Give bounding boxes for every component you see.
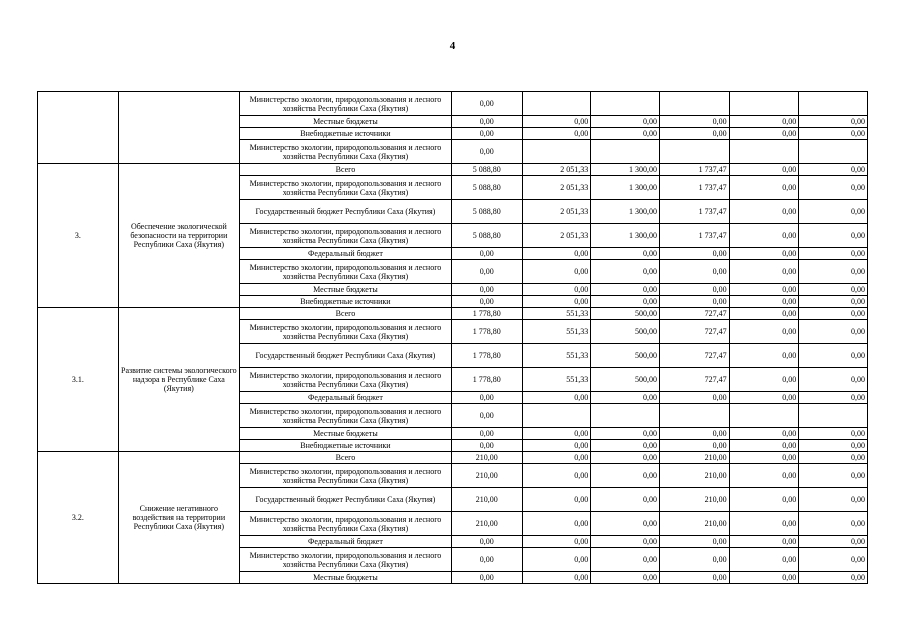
funding-source: Федеральный бюджет [239,248,451,260]
funding-source: Всего [239,452,451,464]
year-value: 0,00 [591,512,660,536]
year-value: 0,00 [591,128,660,140]
funding-source: Министерство экологии, природопользования и лесного хозяйства Республики Саха (Якутия) [239,464,451,488]
year-value: 0,00 [591,428,660,440]
year-value: 0,00 [799,344,868,368]
year-value [659,140,729,164]
funding-source: Государственный бюджет Республики Саха (Якутия) [239,200,451,224]
funding-source: Местные бюджеты [239,572,451,584]
year-value [591,140,660,164]
funding-source: Внебюджетные источники [239,296,451,308]
year-value: 0,00 [799,488,868,512]
year-value: 0,00 [729,176,799,200]
funding-source: Министерство экологии, природопользования и лесного хозяйства Республики Саха (Якутия) [239,92,451,116]
total-value: 0,00 [451,140,522,164]
total-value: 1 778,80 [451,344,522,368]
year-value [522,140,591,164]
total-value: 5 088,80 [451,176,522,200]
item-title: Развитие системы экологического надзора в Республике Саха (Якутия) [118,308,239,452]
total-value: 0,00 [451,404,522,428]
year-value [729,92,799,116]
year-value: 0,00 [799,512,868,536]
year-value: 0,00 [799,440,868,452]
year-value: 210,00 [659,488,729,512]
year-value: 0,00 [729,308,799,320]
year-value [522,404,591,428]
item-number: 3. [38,164,119,308]
year-value [729,140,799,164]
year-value: 0,00 [799,296,868,308]
item-number [38,92,119,164]
total-value: 0,00 [451,296,522,308]
total-value: 1 778,80 [451,308,522,320]
year-value [659,404,729,428]
funding-source: Министерство экологии, природопользования и лесного хозяйства Республики Саха (Якутия) [239,140,451,164]
year-value: 0,00 [522,548,591,572]
year-value: 0,00 [522,296,591,308]
funding-source: Министерство экологии, природопользования и лесного хозяйства Республики Саха (Якутия) [239,404,451,428]
total-value: 0,00 [451,536,522,548]
year-value [522,92,591,116]
year-value: 0,00 [799,428,868,440]
total-value: 0,00 [451,92,522,116]
year-value: 0,00 [729,392,799,404]
year-value: 0,00 [799,284,868,296]
year-value: 0,00 [799,224,868,248]
year-value [729,404,799,428]
year-value: 0,00 [729,440,799,452]
year-value: 0,00 [799,116,868,128]
budget-body [38,92,868,584]
item-title: Снижение негативного воздействия на территории Республики Саха (Якутия) [118,452,239,584]
year-value: 0,00 [659,548,729,572]
year-value: 0,00 [591,392,660,404]
funding-source: Федеральный бюджет [239,392,451,404]
year-value: 0,00 [729,128,799,140]
year-value: 0,00 [659,392,729,404]
year-value: 727,47 [659,308,729,320]
year-value: 1 737,47 [659,200,729,224]
year-value: 0,00 [799,452,868,464]
year-value: 0,00 [729,452,799,464]
year-value: 0,00 [591,536,660,548]
year-value: 0,00 [799,536,868,548]
year-value: 0,00 [659,572,729,584]
budget-table [37,91,868,584]
year-value: 0,00 [522,392,591,404]
total-value: 0,00 [451,392,522,404]
year-value: 0,00 [591,548,660,572]
year-value: 0,00 [522,116,591,128]
year-value: 0,00 [799,368,868,392]
year-value: 0,00 [659,128,729,140]
year-value: 1 737,47 [659,164,729,176]
funding-source: Внебюджетные источники [239,440,451,452]
total-value: 0,00 [451,260,522,284]
year-value: 0,00 [522,428,591,440]
year-value [799,404,868,428]
year-value: 0,00 [659,296,729,308]
year-value: 0,00 [522,512,591,536]
year-value: 0,00 [659,284,729,296]
table-row [38,164,868,176]
year-value: 0,00 [729,284,799,296]
total-value: 1 778,80 [451,368,522,392]
funding-source: Министерство экологии, природопользования и лесного хозяйства Республики Саха (Якутия) [239,512,451,536]
year-value: 0,00 [729,224,799,248]
year-value: 0,00 [799,260,868,284]
funding-source: Внебюджетные источники [239,128,451,140]
total-value: 210,00 [451,464,522,488]
year-value: 0,00 [591,572,660,584]
year-value: 0,00 [729,260,799,284]
year-value: 2 051,33 [522,164,591,176]
total-value: 0,00 [451,428,522,440]
year-value: 0,00 [729,344,799,368]
year-value: 1 737,47 [659,176,729,200]
funding-source: Местные бюджеты [239,284,451,296]
year-value: 0,00 [591,284,660,296]
funding-source: Министерство экологии, природопользования и лесного хозяйства Республики Саха (Якутия) [239,260,451,284]
funding-source: Министерство экологии, природопользования и лесного хозяйства Республики Саха (Якутия) [239,176,451,200]
year-value: 0,00 [591,260,660,284]
item-title [118,92,239,164]
year-value: 0,00 [522,440,591,452]
year-value: 2 051,33 [522,200,591,224]
year-value: 0,00 [799,176,868,200]
year-value: 0,00 [729,548,799,572]
funding-source: Министерство экологии, природопользования и лесного хозяйства Республики Саха (Якутия) [239,320,451,344]
year-value: 0,00 [729,572,799,584]
year-value: 0,00 [799,308,868,320]
year-value: 0,00 [522,464,591,488]
year-value: 0,00 [591,488,660,512]
year-value: 0,00 [591,296,660,308]
year-value: 0,00 [659,536,729,548]
year-value: 0,00 [659,116,729,128]
year-value: 0,00 [659,248,729,260]
year-value: 0,00 [799,200,868,224]
total-value: 0,00 [451,572,522,584]
year-value [591,404,660,428]
year-value: 0,00 [799,320,868,344]
table-row [38,92,868,116]
table-row [38,452,868,464]
funding-source: Государственный бюджет Республики Саха (Якутия) [239,344,451,368]
funding-source: Всего [239,308,451,320]
year-value: 0,00 [729,320,799,344]
item-title: Обеспечение экологической безопасности на территории Республики Саха (Якутия) [118,164,239,308]
year-value: 0,00 [729,536,799,548]
year-value: 0,00 [729,488,799,512]
item-number: 3.2. [38,452,119,584]
year-value: 0,00 [522,248,591,260]
funding-source: Министерство экологии, природопользования и лесного хозяйства Республики Саха (Якутия) [239,368,451,392]
year-value: 0,00 [591,440,660,452]
year-value [659,92,729,116]
year-value: 0,00 [799,548,868,572]
year-value: 727,47 [659,344,729,368]
year-value: 0,00 [729,512,799,536]
year-value: 0,00 [799,572,868,584]
year-value: 0,00 [799,128,868,140]
table-row [38,308,868,320]
year-value: 0,00 [729,464,799,488]
year-value: 0,00 [522,488,591,512]
year-value: 0,00 [729,248,799,260]
year-value: 0,00 [729,296,799,308]
year-value: 0,00 [729,428,799,440]
funding-source: Министерство экологии, природопользования и лесного хозяйства Республики Саха (Якутия) [239,224,451,248]
year-value: 1 737,47 [659,224,729,248]
year-value: 0,00 [522,260,591,284]
year-value: 0,00 [591,116,660,128]
year-value: 210,00 [659,464,729,488]
total-value: 0,00 [451,440,522,452]
year-value [799,140,868,164]
total-value: 210,00 [451,488,522,512]
year-value: 727,47 [659,320,729,344]
year-value: 1 300,00 [591,224,660,248]
year-value: 500,00 [591,320,660,344]
total-value: 210,00 [451,452,522,464]
year-value: 0,00 [522,452,591,464]
year-value: 551,33 [522,368,591,392]
funding-source: Федеральный бюджет [239,536,451,548]
year-value: 0,00 [522,572,591,584]
year-value: 0,00 [522,536,591,548]
year-value: 0,00 [522,128,591,140]
year-value: 727,47 [659,368,729,392]
year-value: 0,00 [799,464,868,488]
total-value: 0,00 [451,248,522,260]
year-value: 551,33 [522,344,591,368]
total-value: 5 088,80 [451,164,522,176]
funding-source: Государственный бюджет Республики Саха (Якутия) [239,488,451,512]
year-value: 0,00 [659,440,729,452]
year-value: 2 051,33 [522,224,591,248]
year-value: 500,00 [591,344,660,368]
year-value [799,92,868,116]
year-value: 0,00 [729,116,799,128]
funding-source: Местные бюджеты [239,116,451,128]
total-value: 0,00 [451,284,522,296]
year-value: 1 300,00 [591,164,660,176]
total-value: 0,00 [451,548,522,572]
year-value: 500,00 [591,308,660,320]
year-value [591,92,660,116]
year-value: 0,00 [591,452,660,464]
year-value: 0,00 [729,368,799,392]
page-number: 4 [449,40,456,52]
year-value: 0,00 [591,248,660,260]
year-value: 0,00 [659,428,729,440]
year-value: 551,33 [522,320,591,344]
year-value: 0,00 [522,284,591,296]
year-value: 0,00 [659,260,729,284]
total-value: 5 088,80 [451,200,522,224]
total-value: 1 778,80 [451,320,522,344]
total-value: 210,00 [451,512,522,536]
item-number: 3.1. [38,308,119,452]
funding-source: Всего [239,164,451,176]
year-value: 0,00 [799,248,868,260]
total-value: 0,00 [451,116,522,128]
year-value: 2 051,33 [522,176,591,200]
year-value: 1 300,00 [591,200,660,224]
funding-source: Местные бюджеты [239,428,451,440]
year-value: 0,00 [799,164,868,176]
year-value: 210,00 [659,452,729,464]
year-value: 210,00 [659,512,729,536]
total-value: 0,00 [451,128,522,140]
year-value: 0,00 [591,464,660,488]
year-value: 0,00 [729,164,799,176]
year-value: 1 300,00 [591,176,660,200]
year-value: 0,00 [729,200,799,224]
total-value: 5 088,80 [451,224,522,248]
year-value: 0,00 [799,392,868,404]
year-value: 551,33 [522,308,591,320]
funding-source: Министерство экологии, природопользования и лесного хозяйства Республики Саха (Якутия) [239,548,451,572]
year-value: 500,00 [591,368,660,392]
